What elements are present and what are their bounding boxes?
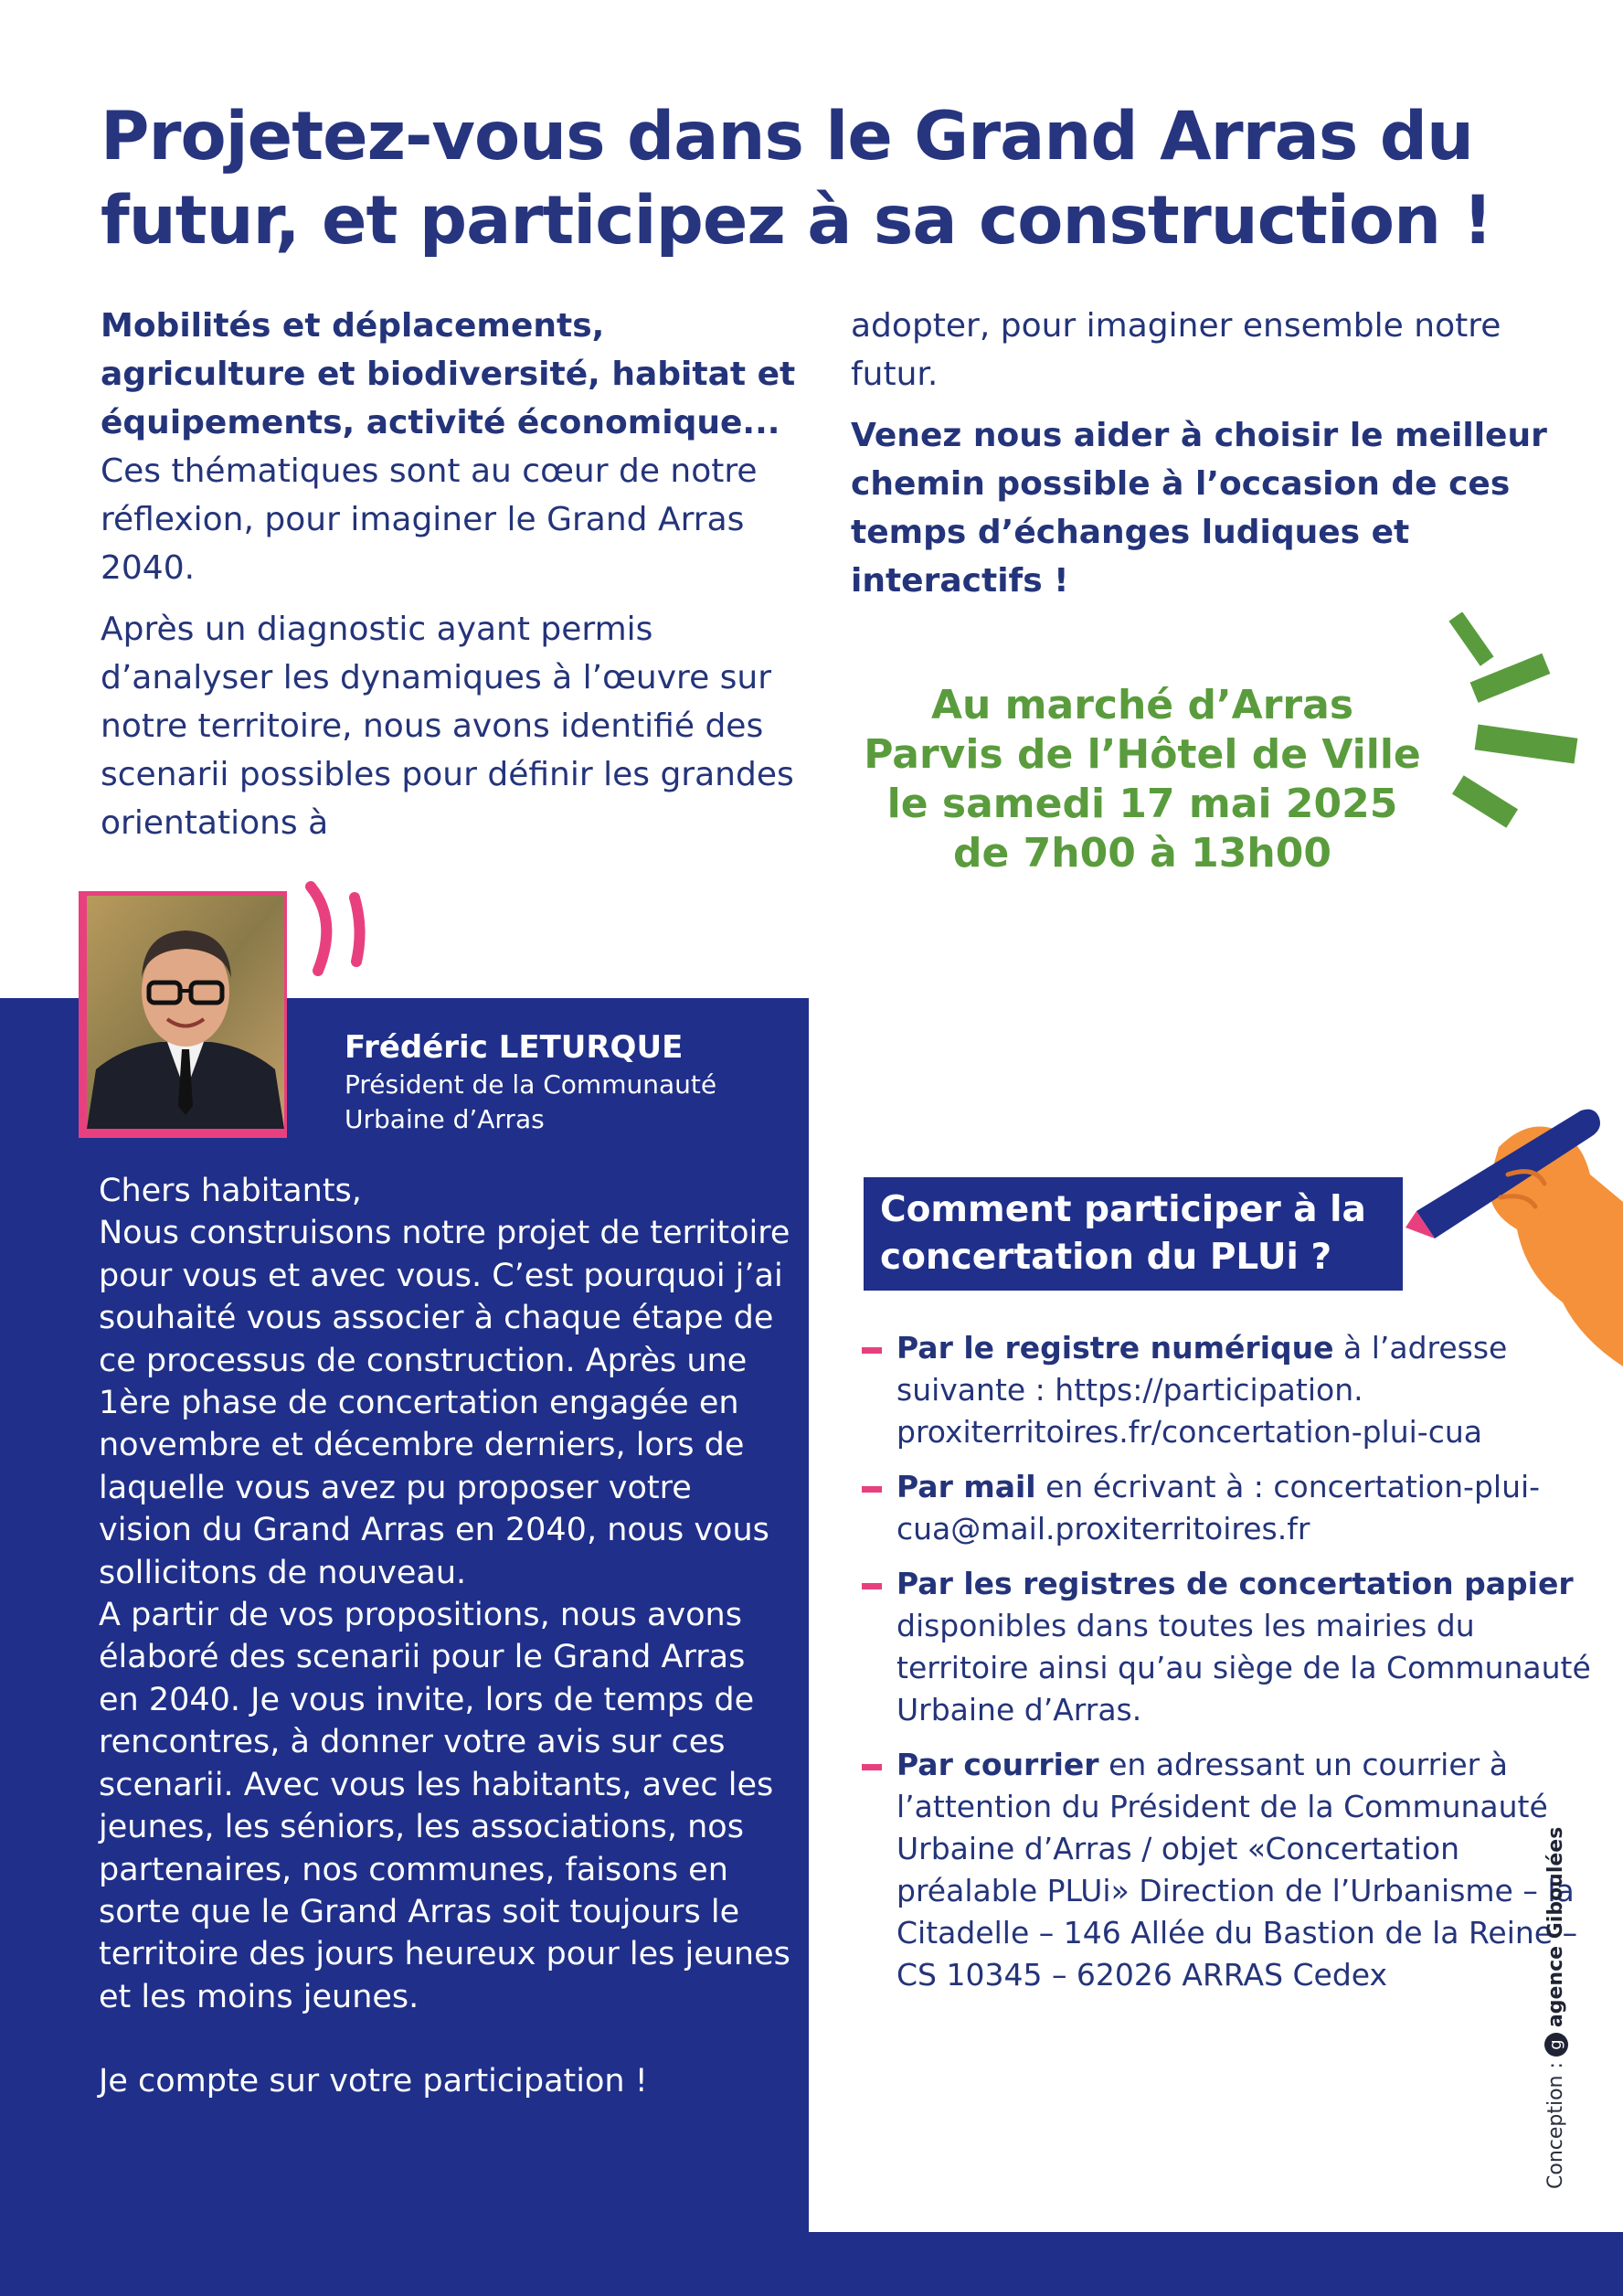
intro-left-column: [101, 302, 813, 860]
intro-paragraph-2: Après un diagnostic ayant permis d’analyser les dynamiques à l’œuvre sur notre territoire, nous avons identifié des scenarii possibles pour définir les grandes orientations à: [101, 611, 794, 842]
list-item: [862, 1563, 1593, 1731]
bullet-dash-icon: [862, 1764, 882, 1770]
list-item-title: Par courrier: [896, 1747, 1099, 1782]
intro-right-column: [851, 302, 1564, 618]
intro-themes-bold: Mobilités et déplacements, agriculture et biodiversité, habitat et équipements, activité économique...: [101, 307, 796, 441]
agency-name: agence Giboulées: [1544, 1826, 1567, 2028]
design-credit: [1544, 1827, 1568, 2189]
intro-call-to-action: Venez nous aider à choisir le meilleur chemin possible à l’occasion de ces temps d’échanges ludiques et interactifs !: [851, 417, 1547, 600]
intro-themes-text: Ces thématiques sont au cœur de notre réflexion, pour imaginer le Grand Arras 2040.: [101, 452, 758, 587]
quote-mark-icon: [302, 879, 384, 980]
intro-paragraph-3: [851, 411, 1564, 605]
letter-closing: Je compte sur votre participation !: [99, 2063, 648, 2100]
bullet-dash-icon: [862, 1347, 882, 1354]
list-item-text: en adressant un courrier à l’attention du Président de la Communauté Urbaine d’Arras / objet «Concertation préalable PLUi» Direction de l’Urbanisme – la Citadelle – 146 Allée du Bastion de la Reine – CS 10345 – 62026 ARRAS Cedex: [896, 1747, 1578, 1993]
hand-pen-icon: [1398, 1092, 1623, 1366]
event-venue: Parvis de l’Hôtel de Ville: [864, 731, 1421, 778]
president-role: Président de la Communauté Urbaine d’Arras: [345, 1069, 717, 1134]
letter-paragraph-1: Nous construisons notre projet de territoire pour vous et avec vous. C’est pourquoi j’ai souhaité vous associer à chaque étape de ce processus de construction. Après une 1ère phase de concertation engagée en novembre et décembre derniers, lors de laquelle vous avez pu proposer votre vision du Grand Arras en 2040, nous vous sollicitons de nouveau.: [99, 1215, 790, 1591]
list-item-text: en écrivant à : concertation-plui-cua@mail.proxiterritoires.fr: [896, 1469, 1541, 1547]
president-letter: [99, 1170, 793, 2103]
list-item-text: disponibles dans toutes les mairies du territoire ainsi qu’au siège de la Communauté Urbaine d’Arras.: [896, 1608, 1591, 1727]
bullet-dash-icon: [862, 1583, 882, 1589]
letter-paragraph-2: A partir de vos propositions, nous avons élaboré des scenarii pour le Grand Arras en 2040. Je vous invite, lors de temps de rencontres, à donner votre avis sur ces scenarii. Avec vous les habitants, avec les jeunes, les séniors, les associations, nos partenaires, nos communes, faisons en sorte que le Grand Arras soit toujours le territoire des jours heureux pour les jeunes et les moins jeunes.: [99, 1597, 790, 2015]
letter-greeting: Chers habitants,: [99, 1173, 362, 1209]
agency-logo-icon: g: [1544, 2033, 1568, 2057]
list-item: [862, 1744, 1593, 1996]
list-item-title: Par les registres de concertation papier: [896, 1566, 1574, 1601]
list-item: [862, 1466, 1593, 1550]
burst-decoration-icon: [1426, 612, 1599, 832]
event-date: le samedi 17 mai 2025: [886, 781, 1398, 827]
list-item: [862, 1327, 1593, 1453]
bullet-dash-icon: [862, 1486, 882, 1493]
intro-paragraph-1: [101, 302, 813, 592]
list-item-title: Par le registre numérique: [896, 1330, 1334, 1366]
list-item-title: Par mail: [896, 1469, 1036, 1504]
page-title: Projetez-vous dans le Grand Arras du futur, et participez à sa construction !: [101, 98, 1492, 260]
list-item-text: à l’adresse suivante : https://participation. proxiterritoires.fr/concertation-plui-cua: [896, 1330, 1508, 1450]
president-portrait-avatar: [87, 896, 284, 1129]
president-name: Frédéric LETURQUE: [345, 1029, 684, 1066]
event-time: de 7h00 à 13h00: [953, 830, 1331, 877]
intro-paragraph-2-continued: adopter, pour imaginer ensemble notre futur.: [851, 307, 1501, 393]
credit-prefix: Conception :: [1544, 2062, 1567, 2189]
event-location: Au marché d’Arras: [930, 682, 1354, 728]
participation-title: Comment participer à la concertation du PLUi ?: [864, 1177, 1403, 1291]
event-info: [850, 681, 1435, 878]
participation-list: [862, 1327, 1593, 2009]
